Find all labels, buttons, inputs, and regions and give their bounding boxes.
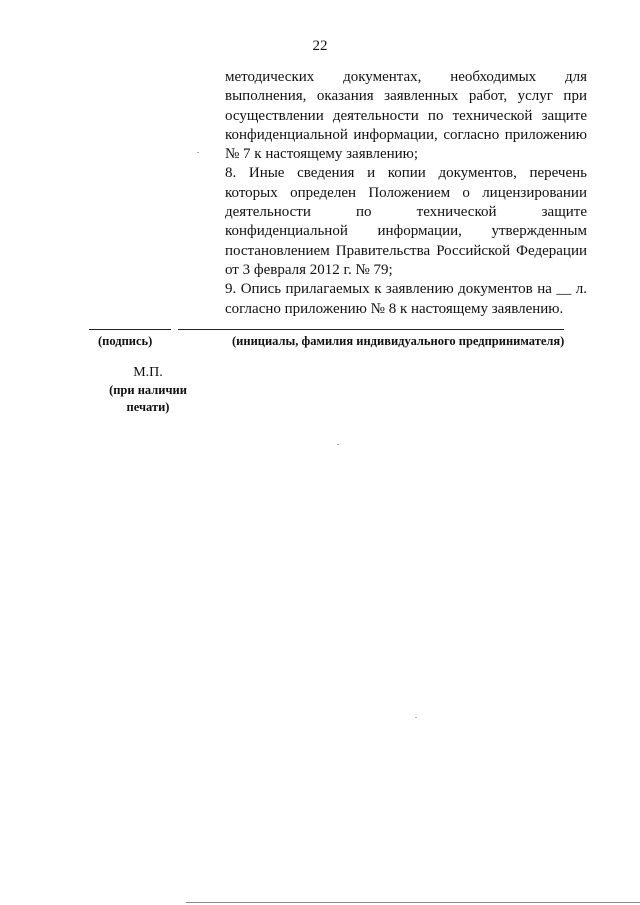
name-caption: (инициалы, фамилия индивидуального предпринимателя) [232, 334, 565, 348]
stamp-note: (при наличии печати) [109, 383, 187, 414]
signature-line [89, 329, 171, 330]
paragraph-item-9: 9. Опись прилагаемых к заявлению документов на __ л. согласно приложению № 8 к настоящему заявлению. [225, 281, 587, 317]
page-number: 22 [312, 38, 328, 54]
stamp-block [88, 364, 208, 416]
scan-speck [415, 717, 417, 718]
document-body [225, 68, 587, 319]
scan-speck [337, 444, 339, 445]
paragraph-methodical-docs: методических документах, необходимых для выполнения, оказания заявленных работ, услуг при осуществлении деятельности по технической защите конфиденциальной информации, согласно приложению № 7 к настоящему заявлению; [225, 69, 587, 163]
name-line [178, 329, 564, 330]
scan-speck [197, 152, 199, 153]
stamp-label: М.П. [133, 365, 163, 380]
scan-edge-line [186, 902, 640, 903]
signature-caption: (подпись) [98, 334, 153, 348]
paragraph-item-8: 8. Иные сведения и копии документов, перечень которых определен Положением о лицензировании деятельности по технической защите конфиденциальной информации, утвержденным постановлением Правительства Российской Федерации от 3 февраля 2012 г. № 79; [225, 165, 587, 278]
